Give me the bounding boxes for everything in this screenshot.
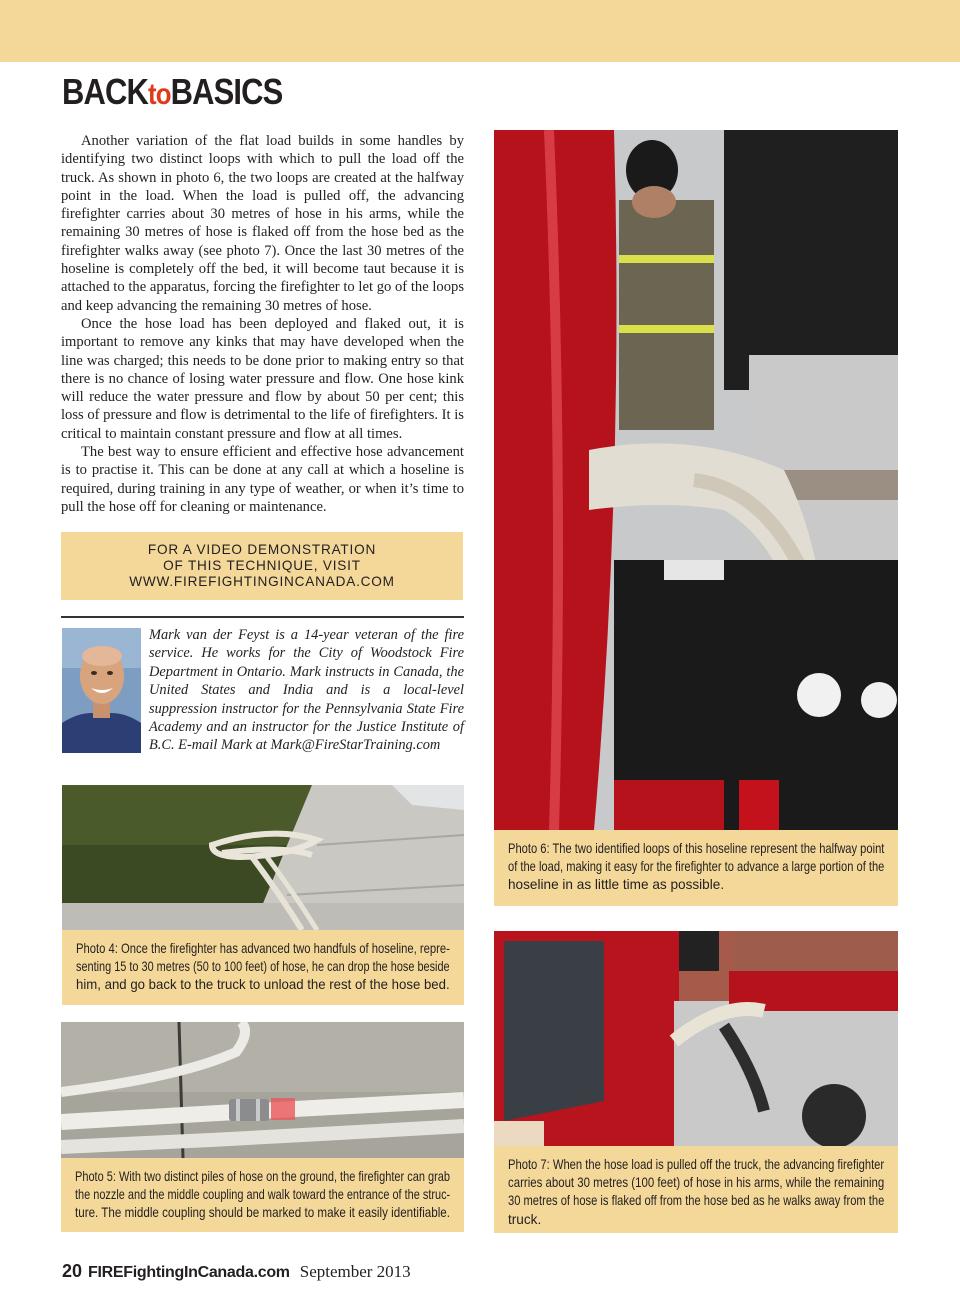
caption-line: the nozzle and the middle coupling and walk toward the entrance of the struc- <box>75 1187 451 1203</box>
caption-line: Photo 6: The two identified loops of this hoseline represent the halfway point <box>508 841 885 856</box>
article-paragraph: Once the hose load has been deployed and flaked out, it is important to remove any kinks that may have developed when the line was charged; this needs to be done prior to making entry so that there is no chance of losing water pressure and flow. One hose kink will reduce the water pressure and flow by about 50 per cent; this loss of pressure and flow is detrimental to the life of firefighters. It is critical to maintain constant pressure and flow at all times. <box>61 315 464 442</box>
photo-5-hose-coupling <box>61 1022 464 1158</box>
video-promo-box <box>61 532 463 600</box>
promo-line: FOR A VIDEO DEMONSTRATION <box>147 542 377 557</box>
caption-line: him, and go back to the truck to unload the rest of the hose bed. <box>76 977 450 993</box>
caption-line: hoseline in as little time as possible. <box>508 877 725 893</box>
article-paragraph: The best way to ensure efficient and effective hose advancement is to practise it. This can be done at any call at which a hoseline is required, during training in any type of weather, or when it’s time to pull the hose off for cleaning or maintenance. <box>61 444 464 515</box>
section-logo-basics: BASICS <box>170 71 283 112</box>
caption-line: ture. The middle coupling should be marked to make it easily identifiable. <box>75 1205 451 1221</box>
caption-line: 30 metres of hose is flaked off from the hose bed as he walks away from the <box>508 1193 885 1209</box>
caption-line: Photo 5: With two distinct piles of hose on the ground, the firefighter can grab <box>75 1169 450 1184</box>
issue-date: September 2013 <box>299 1262 411 1281</box>
section-logo <box>62 70 282 117</box>
caption-line: of the load, making it easy for the firefighter to advance a large portion of the <box>508 859 885 875</box>
section-logo-to: to <box>148 78 171 111</box>
caption-line: Photo 4: Once the firefighter has advanced two handfuls of hoseline, repre- <box>76 941 450 956</box>
caption-line: carries about 30 metres (100 feet) of hose in his arms, while the remaining <box>508 1175 885 1191</box>
article-paragraph: Another variation of the flat load builds in some handles by identifying two distinct loops with which to pull the load off the truck. As shown in photo 6, the two loops are created at the halfway point in the load. When the load is pulled off, the advancing firefighter carries about 30 metres of hose in his arms, while the remaining 30 metres of hose is flaked off from the hose bed as the firefighter walks away (see photo 7). Once the last 30 metres of the hoseline is completely off the bed, it will become taut because it is attached to the apparatus, forcing the firefighter to let go of the loops and keep advancing the remaining 30 metres of hose. <box>61 133 464 314</box>
section-logo-back: BACK <box>62 71 148 112</box>
caption-line: truck. <box>508 1211 542 1227</box>
author-headshot <box>62 628 141 753</box>
article-body <box>61 132 464 516</box>
photo-6-caption <box>494 830 898 906</box>
top-color-band <box>0 0 960 62</box>
photo-4-hose-on-lawn <box>62 785 464 930</box>
photo-4-caption <box>62 930 464 1005</box>
author-bio: Mark van der Feyst is a 14-year veteran of the fire service. He works for the City of Woodstock Fire Department in Ontario. Mark instructs in Canada, the United States and India and is a local-level suppression instructor for the Pennsylvania State Fire Academy and an instructor for the Justice Institute of B.C. E-mail Mark at Mark@FireStarTraining.com <box>149 627 464 754</box>
photo-6-hose-loops-on-truck <box>494 130 898 830</box>
photo-5-caption <box>61 1158 464 1232</box>
caption-line: Photo 7: When the hose load is pulled off the truck, the advancing firefighter <box>508 1157 885 1172</box>
promo-line: OF THIS TECHNIQUE, VISIT <box>163 558 361 573</box>
bio-divider <box>61 616 464 618</box>
footer-site-link[interactable]: FIREFightingInCanada.com <box>88 1264 290 1281</box>
page-number: 20 <box>62 1261 83 1281</box>
photo-7-firefighter-pulling-hose <box>494 931 898 1146</box>
page-footer <box>62 1260 411 1284</box>
caption-line: senting 15 to 30 metres (50 to 100 feet) of hose, he can drop the hose beside <box>76 959 450 975</box>
promo-url-link[interactable]: WWW.FIREFIGHTINGINCANADA.COM <box>129 574 395 589</box>
photo-7-caption <box>494 1146 898 1233</box>
